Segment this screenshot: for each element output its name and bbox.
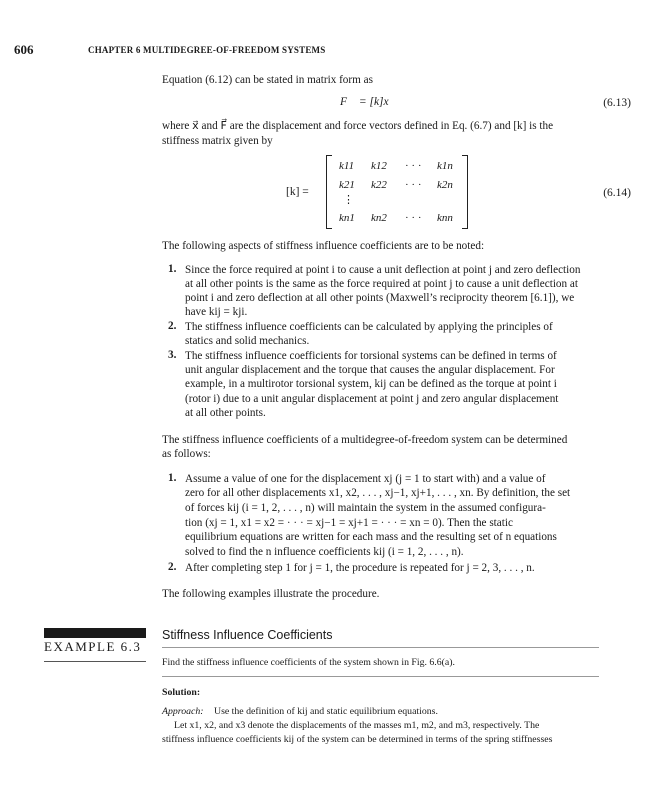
- approach-text: Use the definition of kij and static equilibrium equations.: [214, 706, 438, 717]
- matrix-cell: k21: [339, 179, 355, 191]
- matrix-cell: kn2: [371, 212, 387, 224]
- determined-line2: as follows:: [162, 448, 211, 460]
- aspect-line: at all other points.: [185, 407, 266, 419]
- example-statement: Find the stiffness influence coefficients of the system shown in Fig. 6.6(a).: [162, 657, 455, 668]
- chapter-header: CHAPTER 6 MULTIDEGREE-OF-FREEDOM SYSTEMS: [88, 45, 326, 55]
- aspect-line: unit angular displacement and the torque that causes the angular displacement. For: [185, 364, 555, 376]
- aspect-line: have kij = kji.: [185, 306, 248, 318]
- page-number: 606: [14, 42, 34, 57]
- step-line: of forces kij (i = 1, 2, . . . , n) will maintain the system in the assumed configura-: [185, 502, 546, 514]
- matrix-cell: k22: [371, 179, 387, 191]
- example-title: Stiffness Influence Coefficients: [162, 628, 333, 642]
- example-underline: [44, 661, 146, 662]
- where-text-line2: stiffness matrix given by: [162, 135, 273, 147]
- stiffness-matrix: [326, 155, 468, 229]
- aspect-number: 3.: [168, 349, 177, 361]
- equation-number-6-14: (6.14): [603, 187, 631, 199]
- let-line2: stiffness influence coefficients kij of the system can be determined in terms of the spring stiffnesses: [162, 734, 553, 745]
- aspects-intro: The following aspects of stiffness influence coefficients are to be noted:: [162, 240, 485, 252]
- approach-label: Approach:: [162, 706, 204, 717]
- matrix-cell: · · ·: [405, 212, 422, 224]
- step-number: 1.: [168, 472, 177, 484]
- step-line: Assume a value of one for the displacement xj (j = 1 to start with) and a value of: [185, 473, 546, 485]
- equation-number-6-13: (6.13): [603, 97, 631, 109]
- aspect-line: Since the force required at point i to cause a unit deflection at point j and zero deflection: [185, 264, 581, 276]
- matrix-cell: k2n: [437, 179, 453, 191]
- step-line: equilibrium equations are written for each mass and the resulting set of n equations: [185, 531, 557, 543]
- step-number: 2.: [168, 561, 177, 573]
- aspect-line: point i and zero deflection at all other points (Maxwell’s reciprocity theorem [6.1]), we: [185, 292, 575, 304]
- matrix-cell: k11: [339, 160, 355, 172]
- aspect-line: (rotor i) due to a unit angular displacement at point j and zero angular displacement: [185, 393, 559, 405]
- let-line1: Let x1, x2, and x3 denote the displacements of the masses m1, m2, and m3, respectively. The: [174, 720, 540, 731]
- example-bar: [44, 628, 146, 638]
- aspect-line: statics and solid mechanics.: [185, 335, 310, 347]
- divider: [162, 676, 599, 677]
- step-line: zero for all other displacements x1, x2, . . . , xj−1, xj+1, . . . , xn. By definition, the set: [185, 487, 571, 499]
- aspect-line: at all other points is the same as the force required at point j to cause a unit deflection at: [185, 278, 578, 290]
- matrix-cell: · · ·: [405, 179, 422, 191]
- determined-line1: The stiffness influence coefficients of a multidegree-of-freedom system can be determined: [162, 434, 568, 446]
- intro-text: Equation (6.12) can be stated in matrix form as: [162, 74, 373, 86]
- solution-label: Solution:: [162, 687, 201, 698]
- aspect-number: 2.: [168, 320, 177, 332]
- where-text-line1: where x⃗ and F⃗ are the displacement and force vectors defined in Eq. (6.7) and [k] is the: [162, 120, 554, 132]
- examples-intro: The following examples illustrate the procedure.: [162, 588, 380, 600]
- step-line: After completing step 1 for j = 1, the procedure is repeated for j = 2, 3, . . . , n.: [185, 562, 535, 574]
- matrix-lhs: [k] =: [286, 186, 309, 198]
- equation-6-13: F⃗ = [k]x⃗: [340, 96, 398, 108]
- aspect-number: 1.: [168, 263, 177, 275]
- step-line: tion (xj = 1, x1 = x2 = · · · = xj−1 = xj+1 = · · · = xn = 0). Then the static: [185, 517, 513, 529]
- aspect-line: The stiffness influence coefficients for torsional systems can be defined in terms of: [185, 350, 557, 362]
- matrix-cell: kn1: [339, 212, 355, 224]
- aspect-line: example, in a multirotor torsional system, kij can be defined as the torque at point i: [185, 378, 557, 390]
- step-line: solved to find the n influence coefficients kij (i = 1, 2, . . . , n).: [185, 546, 464, 558]
- aspect-line: The stiffness influence coefficients can be calculated by applying the principles of: [185, 321, 553, 333]
- matrix-cell: k1n: [437, 160, 453, 172]
- matrix-cell: k12: [371, 160, 387, 172]
- example-label: EXAMPLE 6.3: [44, 639, 142, 654]
- matrix-cell: knn: [437, 212, 453, 224]
- matrix-cell: · · ·: [405, 160, 422, 172]
- divider: [162, 647, 599, 648]
- matrix-vdots: ⋮: [343, 194, 354, 206]
